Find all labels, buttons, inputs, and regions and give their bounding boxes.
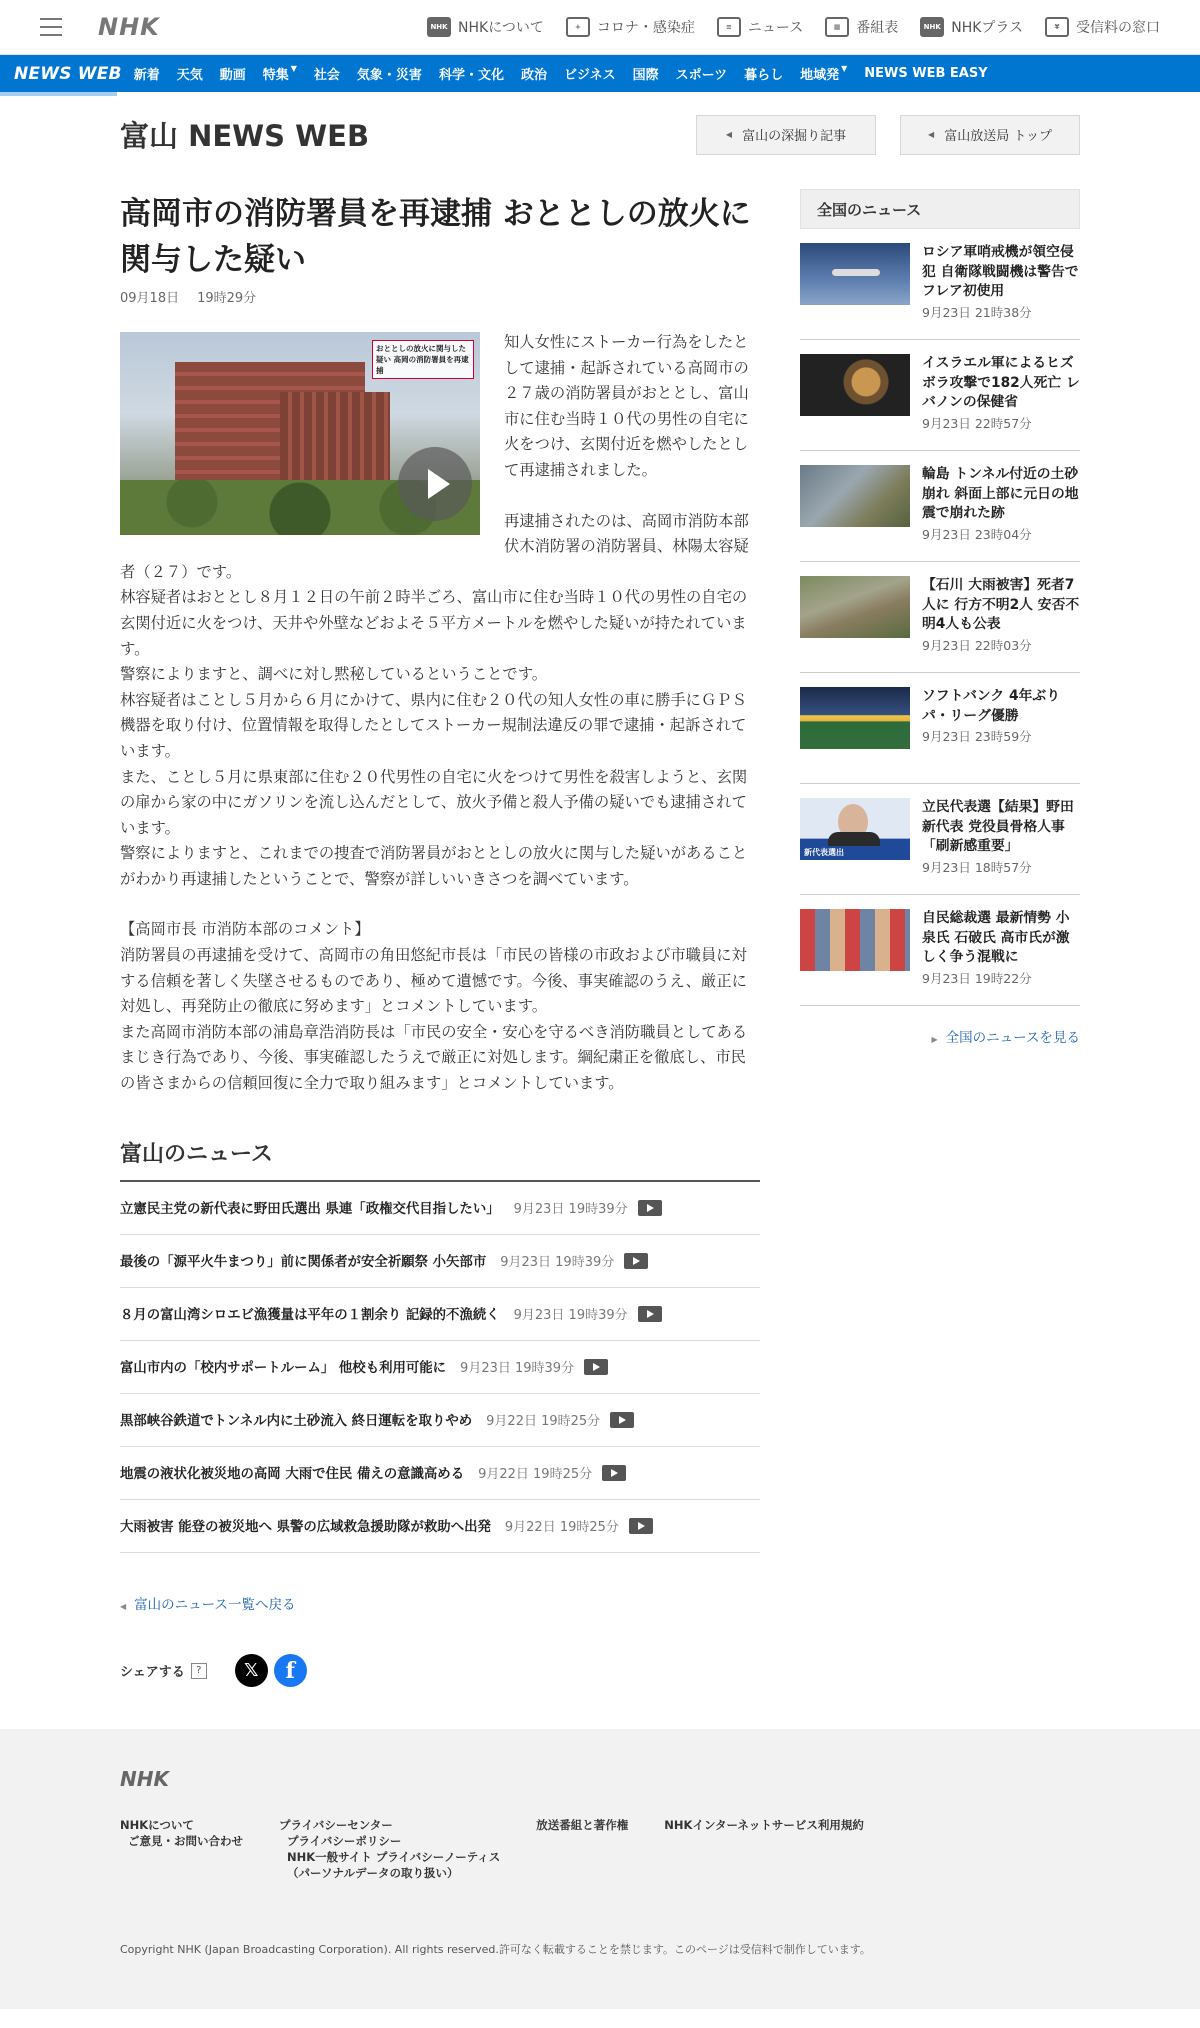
nhk-badge-icon: NHK <box>427 17 451 37</box>
sidebar-news-item[interactable] <box>800 562 1080 673</box>
header-link-label: ニュース <box>747 20 804 36</box>
page-container <box>120 92 1080 1691</box>
thumbnail-tag: 新代表選出 <box>804 848 844 857</box>
footer-link-contact[interactable]: ご意見・お問い合わせ <box>128 1833 243 1848</box>
sidebar-news-date: 9月23日 22時57分 <box>922 415 1032 431</box>
share-bar <box>120 1651 760 1691</box>
header-link-label: NHKプラス <box>951 20 1023 36</box>
article-date-time: 19時29分 <box>197 291 257 306</box>
news-item-title: 大雨被害 能登の被災地へ 県警の広域救急援助隊が救助へ出発 <box>120 1520 491 1536</box>
news-thumbnail <box>800 798 910 860</box>
footer-links <box>120 1817 1080 1881</box>
aircraft-graphic <box>832 269 880 276</box>
section-buttons <box>696 115 1080 155</box>
sidebar-news-title: ソフトバンク 4年ぶりパ・リーグ優勝 <box>922 688 1061 724</box>
sidebar-news-text <box>922 243 1080 325</box>
top-header <box>0 0 1200 55</box>
see-all-news-link[interactable] <box>800 1026 1080 1046</box>
sidebar-news-item[interactable] <box>800 895 1080 1006</box>
article-paragraph: 知人女性にストーカー行為をしたとして逮捕・起訴されている高岡市の２７歳の消防署員がおととし、富山市に住む当時１０代の男性の自宅に火をつけ、玄関付近を燃やしたとして再逮捕されました。 <box>504 333 749 479</box>
toyama-news-item[interactable] <box>120 1500 760 1553</box>
deep-dive-button[interactable] <box>696 115 876 155</box>
nav-item-life[interactable]: 暮らし <box>744 68 784 83</box>
header-link-corona[interactable] <box>566 17 695 37</box>
news-navbar <box>0 55 1200 92</box>
section-header <box>120 92 1080 177</box>
sidebar-news-item[interactable] <box>800 673 1080 784</box>
arrow-left-icon: ◀ <box>928 130 935 139</box>
news-item-date: 9月23日 19時39分 <box>500 1255 615 1271</box>
sidebar-news-text <box>922 465 1080 547</box>
arrow-left-icon: ◀ <box>725 130 733 139</box>
footer-link-privacy-center[interactable]: プライバシーセンター <box>279 1817 393 1832</box>
nav-item-science[interactable]: 科学・文化 <box>438 68 504 83</box>
header-link-fee[interactable] <box>1045 17 1160 37</box>
footer <box>0 1729 1200 2009</box>
news-item-date: 9月23日 19時39分 <box>460 1361 575 1377</box>
article-video-thumbnail[interactable] <box>120 332 480 535</box>
nav-item-weather[interactable]: 天気 <box>176 68 203 83</box>
nav-item-video[interactable]: 動画 <box>219 68 246 83</box>
sidebar <box>800 189 1080 1691</box>
arrow-right-icon: ▶ <box>931 1035 938 1044</box>
button-label: 富山放送局 トップ <box>944 129 1052 144</box>
main-content <box>120 177 1080 1691</box>
footer-link-privacy-notice[interactable]: NHK一般サイト プライバシーノーティス <box>287 1849 501 1864</box>
article-paragraph: 警察によりますと、これまでの捜査で消防署員がおととしの放火に関与した疑いがあることがわかり再逮捕したということで、警察が詳しいいきさつを調べています。 <box>120 844 748 888</box>
footer-link-terms[interactable]: NHKインターネットサービス利用規約 <box>664 1817 864 1832</box>
sidebar-news-item[interactable] <box>800 229 1080 340</box>
nav-item-international[interactable]: 国際 <box>632 68 659 83</box>
article-date-day: 09月18日 <box>120 291 180 306</box>
video-caption: おととしの放火に関与した疑い 高岡の消防署員を再逮捕 <box>372 340 474 379</box>
article-paragraph: 再逮捕されたのは、高岡市消防本部伏木消防署の消防署員、林陽太容疑者（２７）です。 <box>120 511 749 581</box>
person-graphic <box>828 832 880 846</box>
nav-item-society[interactable]: 社会 <box>313 68 340 83</box>
x-share-icon[interactable]: 𝕏 <box>235 1654 268 1687</box>
news-item-date: 9月23日 19時39分 <box>513 1202 628 1218</box>
back-link-label: 富山のニュース一覧へ戻る <box>134 1596 296 1613</box>
grid-schedule-icon: ▦ <box>825 17 849 37</box>
sidebar-news-date: 9月23日 19時22分 <box>922 970 1032 986</box>
article-date <box>120 287 760 306</box>
sidebar-news-date: 9月23日 21時38分 <box>922 304 1032 320</box>
footer-link-privacy-policy[interactable]: プライバシーポリシー <box>287 1833 402 1848</box>
sidebar-news-date: 9月23日 18時57分 <box>922 859 1032 875</box>
header-link-label: NHKについて <box>458 20 544 36</box>
footer-column <box>279 1817 500 1881</box>
sidebar-news-text <box>922 354 1080 436</box>
news-item-date: 9月22日 19時25分 <box>504 1520 619 1536</box>
video-icon <box>638 1306 662 1322</box>
video-icon <box>624 1253 648 1269</box>
sidebar-news-title: 立民代表選【結果】野田新代表 党役員骨格人事「刷新感重要」 <box>922 799 1074 854</box>
footer-link-copyright[interactable]: 放送番組と著作権 <box>536 1817 629 1832</box>
comment-paragraph: 消防署員の再逮捕を受けて、高岡市の角田悠紀市長は「市民の皆様の市政および市職員に対する信頼を著しく失墜させるものであり、極めて遺憾です。今後、事実確認のうえ、厳正に対処し、再発防止の徹底に努めます」とコメントしています。 <box>120 946 747 1016</box>
article-paragraph: 林容疑者はおととし８月１２日の午前２時半ごろ、富山市に住む当時１０代の男性の自宅の玄関付近に火をつけ、天井や外壁などおよそ５平方メートルを燃やした疑いが持たれています。 <box>120 588 748 658</box>
sidebar-news-text <box>922 798 1080 880</box>
button-label: 富山の深掘り記事 <box>742 129 847 144</box>
video-icon <box>638 1200 662 1216</box>
header-link-label: 受信料の窓口 <box>1076 20 1160 36</box>
news-thumbnail <box>800 687 910 749</box>
nav-item-sports[interactable]: スポーツ <box>675 68 728 83</box>
news-item-date: 9月22日 19時25分 <box>478 1467 593 1483</box>
caret-down-icon: ▼ <box>841 64 848 73</box>
footer-column <box>536 1817 628 1881</box>
sidebar-news-title: イスラエル軍によるヒズボラ攻撃で182人死亡 レバノンの保健省 <box>922 355 1080 410</box>
article-body <box>120 330 760 1097</box>
sidebar-news-title: ロシア軍哨戒機が領空侵犯 自衛隊戦闘機は警告でフレア初使用 <box>922 244 1079 299</box>
nav-item-latest[interactable]: 新着 <box>133 68 160 83</box>
article-title: 高岡市の消防署員を再逮捕 おととしの放火に関与した疑い <box>120 196 751 278</box>
sidebar-heading: 全国のニュース <box>800 189 1080 229</box>
nav-item-business[interactable]: ビジネス <box>563 68 616 83</box>
footer-column <box>120 1817 243 1881</box>
toyama-news-item[interactable] <box>120 1235 760 1288</box>
nav-item-features[interactable] <box>263 64 297 83</box>
arrow-left-icon: ◀ <box>120 1601 127 1611</box>
toyama-news-back-link[interactable] <box>120 1593 760 1613</box>
sidebar-news-title: 自民総裁選 最新情勢 小泉氏 石破氏 高市氏が激しく争う混戦に <box>922 910 1070 965</box>
footer-link-privacy-notice-sub[interactable]: （パーソナルデータの取り扱い） <box>287 1865 459 1880</box>
news-thumbnail <box>800 576 910 638</box>
footer-container <box>120 1767 1080 1957</box>
sidebar-news-date: 9月23日 23時59分 <box>922 729 1032 744</box>
article-paragraph: 林容疑者はことし５月から６月にかけて、県内に住む２０代の知人女性の車に勝手にＧＰＳ機器を取り付け、位置情報を取得したとしてストーカー規制法違反の罪で逮捕・起訴されています。 <box>120 690 747 760</box>
nav-item-label: 特集 <box>262 68 289 83</box>
news-item-title: 富山市内の「校内サポートルーム」 他校も利用可能に <box>120 1361 447 1377</box>
news-item-title: 立憲民主党の新代表に野田氏選出 県連「政権交代目指したい」 <box>120 1202 500 1218</box>
section-title[interactable]: 富山 NEWS WEB <box>120 119 370 153</box>
news-item-title: 最後の「源平火牛まつり」前に関係者が安全祈願祭 小矢部市 <box>120 1255 487 1271</box>
newspaper-icon: ≡ <box>717 17 741 37</box>
news-item-title: 地震の液状化被災地の高岡 大雨で住民 備えの意識高める <box>120 1467 465 1483</box>
news-thumbnail <box>800 909 910 971</box>
sidebar-news-title: 輪島 トンネル付近の土砂崩れ 斜面上部に元日の地震で崩れた跡 <box>922 466 1079 521</box>
nav-item-disaster[interactable]: 気象・災害 <box>356 68 422 83</box>
toyama-news-item[interactable] <box>120 1447 760 1500</box>
footer-link-about[interactable]: NHKについて <box>120 1817 194 1832</box>
sidebar-news-date: 9月23日 23時04分 <box>922 526 1032 542</box>
sidebar-news-item[interactable] <box>800 451 1080 562</box>
facebook-share-icon[interactable]: f <box>274 1654 307 1687</box>
comment-paragraph: また高岡市消防本部の浦島章浩消防長は「市民の安全・安心を守るべき消防職員としてあるまじき行為であり、今後、事実確認したうえで厳正に対処します。綱紀粛正を徹底し、市民の皆さまからの信頼回復に全力で取り組みます」とコメントしています。 <box>120 1022 748 1093</box>
news-item-date: 9月23日 19時39分 <box>513 1308 628 1324</box>
nav-item-politics[interactable]: 政治 <box>520 68 547 83</box>
copyright-text: Copyright NHK (Japan Broadcasting Corporation). All rights reserved.許可なく転載することを禁じます。このページは受信料で制作しています。 <box>120 1942 871 1956</box>
sidebar-news-item[interactable] <box>800 784 1080 895</box>
nav-item-label: 地域発 <box>800 68 840 83</box>
help-icon[interactable]: ? <box>191 1663 207 1679</box>
sidebar-news-date: 9月23日 22時03分 <box>922 637 1032 653</box>
header-link-label: コロナ・感染症 <box>596 20 695 36</box>
header-links <box>427 17 1160 37</box>
news-item-title: 黒部峡谷鉄道でトンネル内に土砂流入 終日運転を取りやめ <box>120 1414 473 1430</box>
nav-item-regional[interactable] <box>800 64 847 83</box>
nhk-logo[interactable]: NHK <box>98 13 160 41</box>
header-link-label: 番組表 <box>856 20 899 36</box>
video-icon <box>584 1359 608 1375</box>
toyama-news-item[interactable] <box>120 1182 760 1235</box>
tv-fee-icon: ¥ <box>1045 17 1069 37</box>
news-item-date: 9月22日 19時25分 <box>486 1414 601 1430</box>
video-icon <box>610 1412 634 1428</box>
news-web-brand[interactable]: NEWS WEB <box>14 63 122 84</box>
header-link-nhkplus[interactable] <box>920 17 1023 37</box>
news-thumbnail <box>800 354 910 416</box>
sidebar-news-text <box>922 576 1080 658</box>
see-all-label: 全国のニュースを見る <box>945 1030 1080 1046</box>
header-link-schedule[interactable] <box>825 17 898 37</box>
article-paragraph: 警察によりますと、調べに対し黙秘しているということです。 <box>120 665 548 684</box>
virus-info-icon: + <box>566 17 590 37</box>
sidebar-news-text <box>922 909 1080 991</box>
header-link-news[interactable] <box>717 17 803 37</box>
station-top-button[interactable] <box>900 115 1080 155</box>
video-icon <box>629 1518 653 1534</box>
nhk-plus-icon: NHK <box>920 17 944 37</box>
news-thumbnail <box>800 243 910 305</box>
sidebar-news-item[interactable] <box>800 340 1080 451</box>
toyama-news-heading: 富山のニュース <box>120 1137 760 1182</box>
sidebar-news-text <box>922 687 1080 769</box>
footer-nhk-logo[interactable]: NHK <box>120 1766 169 1791</box>
article-paragraph: また、ことし５月に県東部に住む２０代男性の自宅に火をつけて男性を殺害しようと、玄関の扉から家の中にガソリンを流し込んだとして、放火予備と殺人予備の疑いでも逮捕されています。 <box>120 767 748 837</box>
sidebar-news-title: 【石川 大雨被害】死者7人に 行方不明2人 安否不明4人も公表 <box>922 577 1080 632</box>
share-label: シェアする <box>120 1665 185 1681</box>
news-item-title: ８月の富山湾シロエビ漁獲量は平年の１割余り 記録的不漁続く <box>120 1308 500 1324</box>
toyama-news-item[interactable] <box>120 1341 760 1394</box>
toyama-news-item[interactable] <box>120 1288 760 1341</box>
play-icon[interactable] <box>398 447 472 521</box>
video-icon <box>602 1465 626 1481</box>
toyama-news-section <box>120 1137 760 1553</box>
nav-item-easy[interactable]: NEWS WEB EASY <box>864 66 988 81</box>
caret-down-icon: ▼ <box>290 64 297 73</box>
article <box>120 177 760 1691</box>
footer-column <box>664 1817 864 1881</box>
menu-icon[interactable] <box>40 18 62 36</box>
toyama-news-item[interactable] <box>120 1394 760 1447</box>
news-thumbnail <box>800 465 910 527</box>
header-link-about[interactable] <box>427 17 544 37</box>
comment-heading: 【高岡市長 市消防本部のコメント】 <box>120 920 370 939</box>
